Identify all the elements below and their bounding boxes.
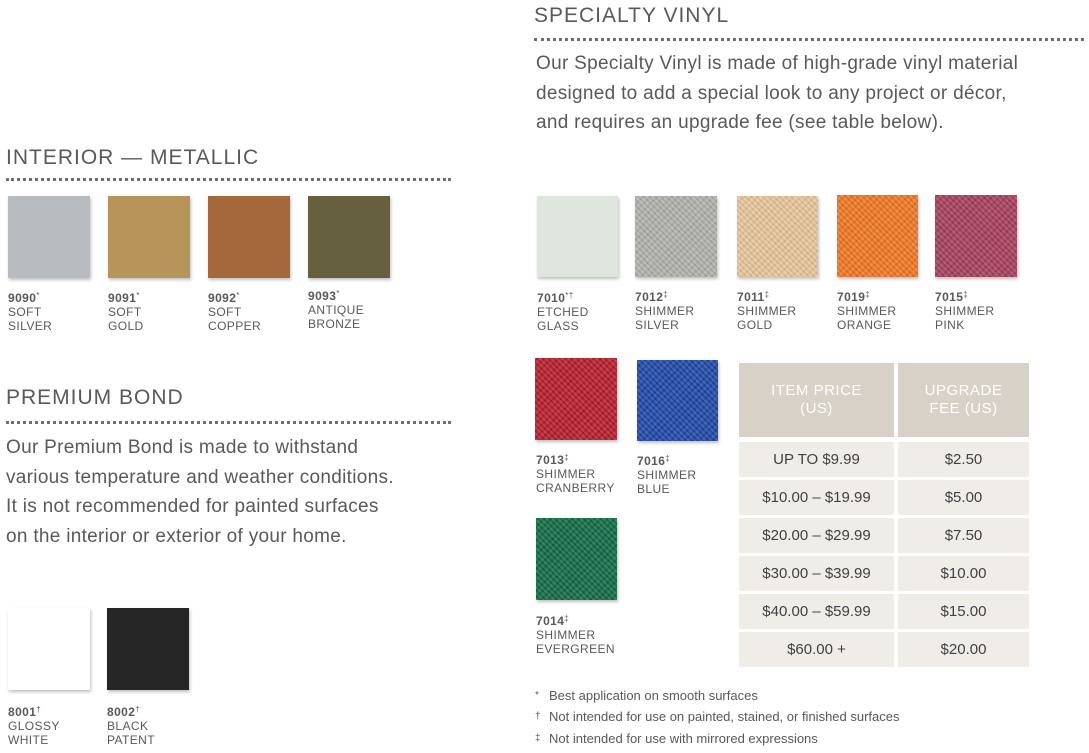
footnote-painted-surfaces: † Not intended for use on painted, stained, or finished surfaces (535, 709, 900, 724)
interior-metallic-heading: INTERIOR — METALLIC (6, 146, 260, 169)
swatch-label: 9092* SOFT COPPER (208, 291, 262, 333)
swatch-label: 7010*† ETCHED GLASS (537, 291, 589, 333)
specialty-vinyl-description: Our Specialty Vinyl is made of high-grade vinyl material designed to add a special look to any project or décor, and requires an upgrade fee (see table below). (536, 53, 1019, 133)
swatch-label: 7011‡ SHIMMER GOLD (737, 290, 797, 332)
swatch-label: 7015‡ SHIMMER PINK (935, 290, 995, 332)
swatch-label: 9091* SOFT GOLD (108, 291, 144, 333)
swatch-chip (537, 196, 618, 277)
table-header-upgrade-fee: UPGRADE FEE (US) (898, 363, 1029, 437)
swatch-label: 9093* ANTIQUE BRONZE (308, 289, 365, 331)
swatch-label: 9090* SOFT SILVER (8, 291, 53, 333)
table-cell-fee: $15.00 (898, 594, 1029, 629)
table-header-item-price: ITEM PRICE (US) (739, 363, 894, 437)
premium-bond-divider (6, 421, 451, 424)
swatch-chip (308, 196, 390, 278)
swatch-label: 7012‡ SHIMMER SILVER (635, 290, 695, 332)
interior-metallic-divider (6, 178, 451, 181)
table-cell-price: UP TO $9.99 (739, 442, 894, 477)
table-cell-fee: $20.00 (898, 632, 1029, 667)
table-cell-price: $20.00 – $29.99 (739, 518, 894, 553)
swatch-chip (737, 196, 818, 277)
specialty-vinyl-divider (534, 38, 1084, 41)
swatch-chip (208, 196, 290, 278)
premium-bond-description: Our Premium Bond is made to withstand various temperature and weather conditions. It is not recommended for painted surfaces on the interior or exterior of your home. (6, 437, 394, 547)
swatch-chip (935, 195, 1017, 277)
swatch-chip (837, 195, 918, 277)
swatch-chip (8, 196, 90, 278)
footnote-mirrored-expressions: ‡ Not intended for use with mirrored expressions (535, 731, 818, 746)
table-cell-fee: $10.00 (898, 556, 1029, 591)
premium-bond-heading: PREMIUM BOND (6, 386, 184, 409)
table-cell-price: $30.00 – $39.99 (739, 556, 894, 591)
swatch-label: 7014‡ SHIMMER EVERGREEN (536, 614, 615, 656)
swatch-chip (107, 608, 189, 690)
swatch-chip (635, 196, 717, 277)
table-cell-price: $40.00 – $59.99 (739, 594, 894, 629)
swatch-chip (535, 358, 617, 440)
swatch-chip (637, 360, 718, 441)
table-cell-price: $60.00 + (739, 632, 894, 667)
swatch-label: 7019‡ SHIMMER ORANGE (837, 290, 897, 332)
swatch-label: 8002† BLACK PATENT (107, 705, 155, 747)
table-cell-fee: $7.50 (898, 518, 1029, 553)
swatch-label: 7016‡ SHIMMER BLUE (637, 454, 697, 496)
table-cell-fee: $2.50 (898, 442, 1029, 477)
swatch-chip (8, 608, 90, 690)
table-cell-price: $10.00 – $19.99 (739, 480, 894, 515)
specialty-vinyl-heading: SPECIALTY VINYL (534, 4, 730, 27)
table-cell-fee: $5.00 (898, 480, 1029, 515)
swatch-label: 7013‡ SHIMMER CRANBERRY (536, 453, 615, 495)
swatch-chip (536, 518, 617, 600)
footnote-smooth-surfaces: * Best application on smooth surfaces (535, 688, 758, 703)
swatch-label: 8001† GLOSSY WHITE (8, 705, 60, 747)
swatch-chip (108, 196, 190, 278)
